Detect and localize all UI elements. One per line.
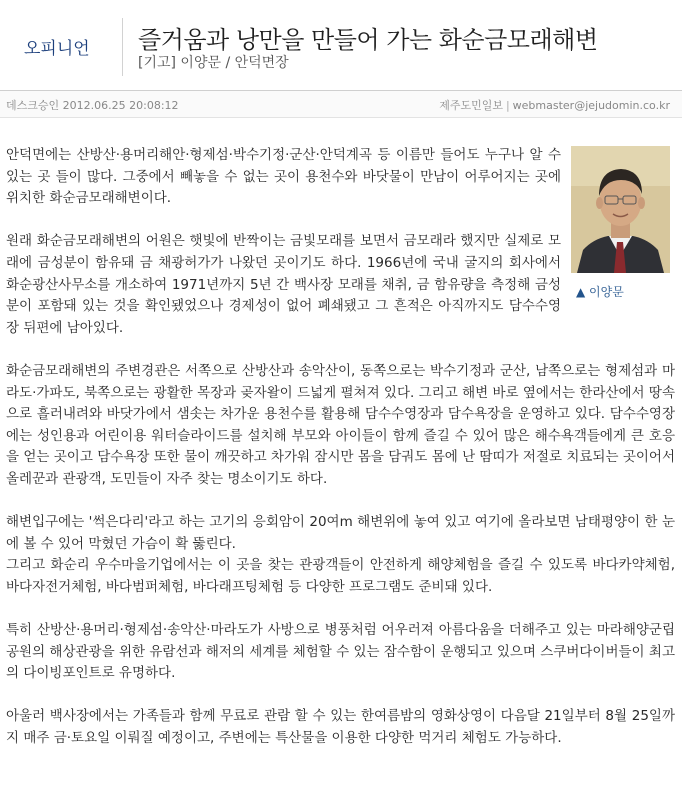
paragraph-6: 특히 산방산·용머리·형제섬·송악산·마라도가 사방으로 병풍처럼 어우러져 아름다움을 더해주고 있는 마라해양군립공원의 해상관광을 위한 유람선과 해저의 세계를 체험할 수 있는 잠수함이 운행되고 있으며 스쿠버다이버들이 최고의 다이빙포인트로 유명하다. xyxy=(6,622,675,682)
article-meta-bar xyxy=(0,90,682,118)
source-info xyxy=(439,97,670,113)
approval-label: 데스크승인 xyxy=(6,99,60,112)
paragraph-gap xyxy=(6,491,675,513)
paragraph-4: 해변입구에는 '썩은다리'라고 하는 고기의 응회암이 20여m 해변위에 놓여 있고 여기에 올라보면 남태평양이 한 눈에 볼 수 있어 막혔던 가슴이 확 뚫린다. xyxy=(6,514,675,552)
paragraph-3: 화순금모래해변의 주변경관은 서쪽으로 산방산과 송악산이, 동쪽으로는 박수기정과 군산, 남쪽으로는 형제섬과 마라도·가파도, 북쪽으로는 광활한 목장과 곶자왈이 드넓게 펼쳐져 있다. 그리고 해변 바로 옆에서는 한라산에서 땅속으로 흘러내려와 바닷가에서 샘솟는 차가운 용천수를 활용해 담수수영장과 담수욕장을 운영하고 있다. 담수수영장에는 성인용과 어린이용 워터슬라이드를 설치해 부모와 아이들이 함께 즐길 수 있어 많은 해수욕객들에게 큰 호응을 얻는 곳이고 담수욕장 또한 물이 깨끗하고 차가워 잠시만 몸을 담궈도 몸에 난 땀띠가 저절로 치료되는 곳이어서 올레꾼과 관광객, 도민들이 자주 찾는 명소이기도 하다. xyxy=(6,362,675,487)
source-email[interactable]: webmaster@jejudomin.co.kr xyxy=(512,99,670,112)
paragraph-7: 아울러 백사장에서는 가족들과 함께 무료로 관람 할 수 있는 한여름밤의 영화상영이 다음달 21일부터 8월 25일까지 매주 금·토요일 이뤄질 예정이고, 주변에는 특산물을 이용한 다양한 먹거리 체험도 가능하다. xyxy=(6,708,675,747)
article-header xyxy=(0,0,682,80)
source-name[interactable]: 제주도민일보 xyxy=(439,99,503,112)
approval-info xyxy=(6,97,179,113)
article-body xyxy=(6,145,675,750)
photo-caption: ▲ 이양문 xyxy=(576,285,624,299)
paragraph-gap xyxy=(6,685,675,707)
header-divider xyxy=(122,18,123,76)
approval-time: 20:08:12 xyxy=(129,99,179,112)
article-byline: [기고] 이양문 / 안덕면장 xyxy=(138,55,289,71)
approval-date: 2012.06.25 xyxy=(62,99,126,112)
paragraph-gap xyxy=(6,598,675,620)
paragraph-2: 원래 화순금모래해변의 어원은 햇빛에 반짝이는 금빛모래를 보면서 금모래라 했지만 실제로 모래에 금성분이 함유돼 금 채광허가가 나왔던 곳이기도 하다. 1966년에 국내 굴지의 회사에서 화순광산사무소를 개소하여 1971년까지 5년 간 백사장 모래를 채취, 금 함유량을 측정해 금성분이 포함돼 있는 것을 확인됐었으나 경제성이 없어 폐쇄됐고 그 흔적은 아직까지도 담수수영장 뒤편에 남아있다. xyxy=(6,233,561,336)
paragraph-1: 안덕면에는 산방산·용머리해안·형제섬·박수기정·군산·안덕계곡 등 이름만 들어도 누구나 알 수 있는 곳 들이 많다. 그중에서 빼놓을 수 없는 곳이 용천수와 바닷물이 만남이 어루어지는 곳에 위치한 화순금모래해변이다. xyxy=(6,147,561,207)
meta-separator: | xyxy=(505,99,510,112)
paragraph-gap xyxy=(6,210,675,232)
section-label[interactable]: 오피니언 xyxy=(24,39,90,59)
article-title: 즐거움과 낭만을 만들어 가는 화순금모래해변 xyxy=(138,26,598,54)
paragraph-5: 그리고 화순리 우수마을기업에서는 이 곳을 찾는 관광객들이 안전하게 해양체험을 즐길 수 있도록 바다카약체험, 바다자전거체험, 바다범퍼체험, 바다래프팅체험 등 다양한 프로그램도 준비돼 있다. xyxy=(6,557,675,595)
paragraph-gap xyxy=(6,339,675,361)
